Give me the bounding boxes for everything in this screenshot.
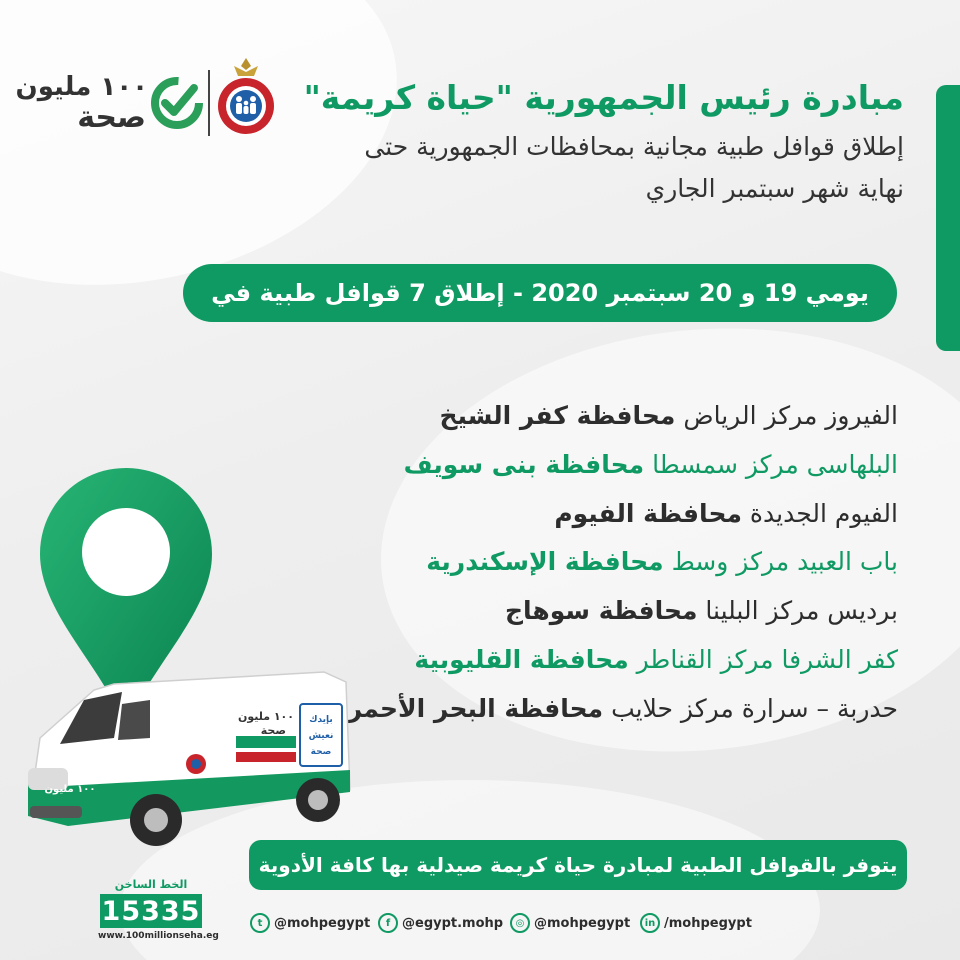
governorate-name: محافظة الإسكندرية [426, 547, 664, 577]
hotline-number[interactable]: 15335 [101, 895, 201, 927]
list-item: البلهاسى مركز سمسطا محافظة بنى سويف [403, 449, 898, 479]
page-title: مبادرة رئيس الجمهورية "حياة كريمة" [303, 78, 904, 117]
locations-list [298, 392, 898, 734]
medical-van-illustration [24, 660, 358, 850]
dates-banner: يومي 19 و 20 سبتمبر 2020 - إطلاق 7 قوافل طبية في [183, 264, 897, 322]
instagram-icon: ◎ [510, 913, 530, 933]
subtitle-line: إطلاق قوافل طبية مجانية بمحافظات الجمهورية حتى [364, 132, 904, 161]
100-million-seha-logo [15, 70, 204, 140]
subtitle-line: نهاية شهر سبتمبر الجاري [645, 174, 904, 203]
van-brand-text: ١٠٠ مليون [237, 710, 294, 723]
twitter-handle: @mohpegypt [274, 915, 371, 931]
facebook-handle: @egypt.mohp [402, 915, 504, 931]
list-item: الفيروز مركز الرياض محافظة كفر الشيخ [439, 401, 898, 430]
list-item: باب العبيد مركز وسط محافظة الإسكندرية [426, 547, 898, 577]
hotline-label: الخط الساخن [114, 878, 188, 891]
governorate-name: محافظة بنى سويف [403, 449, 645, 479]
van-front-brand: ١٠٠ مليون [44, 784, 96, 795]
list-item: كفر الشرفا مركز القناطر محافظة القليوبية [414, 644, 898, 674]
list-item: الفيوم الجديدة محافظة الفيوم [554, 498, 898, 528]
list-item: حدربة – سرارة مركز حلايب محافظة البحر الأحمر [347, 693, 898, 723]
governorate-name: محافظة سوهاج [505, 596, 698, 626]
governorate-name: محافظة البحر الأحمر [347, 693, 604, 723]
logo-divider [208, 70, 210, 136]
van-slogan-line: نعيش [308, 731, 334, 741]
governorate-name: محافظة الفيوم [554, 498, 742, 528]
facebook-link[interactable] [378, 912, 503, 934]
linkedin-handle: /mohpegypt [664, 915, 752, 931]
checkmark-icon [150, 76, 204, 130]
governorate-name: محافظة كفر الشيخ [439, 401, 676, 430]
governorate-name: محافظة القليوبية [414, 644, 629, 674]
list-item: برديس مركز البلينا محافظة سوهاج [505, 596, 898, 626]
van-slogan-line: صحة [310, 747, 332, 757]
twitter-link[interactable] [250, 912, 370, 934]
facebook-icon: f [378, 913, 398, 933]
van-slogan-line: بإيدك [309, 715, 333, 725]
van-brand-text-2: صحة [260, 724, 286, 737]
linkedin-link[interactable] [640, 912, 752, 934]
website-link[interactable]: www.100millionseha.eg [98, 931, 219, 941]
logo-brand-line1: ١٠٠ مليون [15, 72, 148, 102]
side-accent-bar [936, 85, 960, 351]
twitter-icon: t [250, 913, 270, 933]
instagram-link[interactable] [510, 912, 630, 934]
page-subtitle [304, 126, 904, 210]
instagram-handle: @mohpegypt [534, 915, 631, 931]
pharmacy-note-banner: يتوفر بالقوافل الطبية لمبادرة حياة كريمة صيدلية بها كافة الأدوية [249, 840, 907, 890]
egypt-eagle-icon [234, 58, 258, 76]
linkedin-icon: in [640, 913, 660, 933]
ministry-of-health-logo [216, 56, 276, 140]
logo-brand-line2: صحة [77, 100, 146, 135]
